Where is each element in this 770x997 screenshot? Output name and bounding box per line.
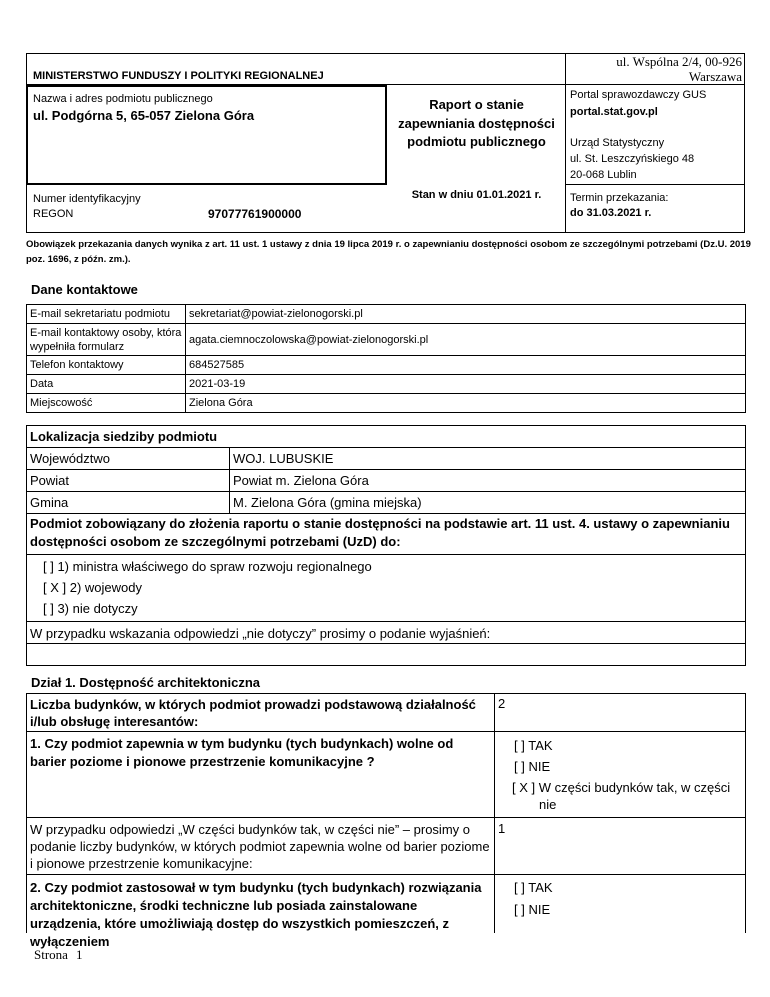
obligation-option-3[interactable]: [ ] 3) nie dotyczy (43, 601, 138, 616)
table-row (27, 470, 746, 492)
table-row (27, 492, 746, 514)
contact-label: E-mail kontaktowy osoby, która wypełniła formularz (27, 324, 186, 356)
location-label: Województwo (27, 448, 230, 470)
ministry-address-2: Warszawa (688, 69, 742, 84)
location-value: Powiat m. Zielona Góra (230, 470, 746, 492)
section1-col-divider (494, 693, 495, 933)
q1-option-partial[interactable]: [ X ] W części budynków tak, w części (512, 780, 731, 795)
section1-row-divider-1 (26, 731, 746, 732)
location-value: M. Zielona Góra (gmina miejska) (230, 492, 746, 514)
obligation-divider-3 (26, 643, 746, 644)
location-label: Powiat (27, 470, 230, 492)
obligation-divider-1 (26, 554, 746, 555)
report-title-2: zapewniania dostępności (398, 116, 555, 131)
location-title: Lokalizacja siedziby podmiotu (27, 426, 746, 448)
location-value: WOJ. LUBUSKIE (230, 448, 746, 470)
table-row (27, 394, 746, 413)
buildings-label: Liczba budynków, w których podmiot prowadzi podstawową działalność i/lub obsługę interesantów: (30, 697, 476, 729)
report-title-1: Raport o stanie (429, 97, 524, 112)
q2-text: 2. Czy podmiot zastosował w tym budynku (tych budynkach) rozwiązania architektoniczne, środki techniczne lub posiada zainstalowane urządzenia, które umożliwiają dostęp do wszystkich pomieszczeń, z wyłączeniem (30, 880, 482, 949)
row-divider-right (565, 184, 745, 185)
obligation-explain-label: W przypadku wskazania odpowiedzi „nie dotyczy” prosimy o podanie wyjaśnień: (30, 626, 491, 641)
page-label: Strona (34, 947, 68, 962)
legal-note: Obowiązek przekazania danych wynika z art. 11 ust. 1 ustawy z dnia 19 lipca 2019 r. o zapewnianiu dostępności osobom ze szczególnymi potrzebami (Dz.U. 2019 poz. 1696, z późn. zm.). (26, 239, 751, 265)
contact-value: 2021-03-19 (186, 375, 746, 394)
contact-label: Data (27, 375, 186, 394)
obligation-divider-2 (26, 621, 746, 622)
table-row (27, 375, 746, 394)
q1-option-no[interactable]: [ ] NIE (514, 759, 551, 774)
contact-table (26, 304, 746, 413)
q2-option-yes[interactable]: [ ] TAK (514, 880, 553, 895)
obligation-option-2[interactable]: [ X ] 2) wojewody (43, 580, 142, 595)
regon-value: 97077761900000 (208, 207, 302, 221)
q2-option-no[interactable]: [ ] NIE (514, 902, 551, 917)
portal-value: portal.stat.gov.pl (570, 106, 658, 118)
status-date: Stan w dniu 01.01.2021 r. (411, 189, 542, 201)
contact-value: sekretariat@powiat-zielonogorski.pl (186, 305, 746, 324)
contact-value: 684527585 (186, 356, 746, 375)
ministry-name: MINISTERSTWO FUNDUSZY I POLITYKI REGIONALNEJ (33, 70, 324, 82)
entity-label: Nazwa i adres podmiotu publicznego (33, 93, 213, 105)
table-row (27, 356, 746, 375)
q1-text: 1. Czy podmiot zapewnia w tym budynku (tych budynkach) wolne od barier poziome i pionowe przestrzenie komunikacyjne ? (30, 736, 454, 769)
ministry-address-1: ul. Wspólna 2/4, 00-926 (616, 54, 742, 69)
office-line-3: 20-068 Lublin (570, 169, 637, 181)
contact-value: agata.ciemnoczolowska@powiat-zielonogorski.pl (186, 324, 746, 356)
obligation-option-1[interactable]: [ ] 1) ministra właściwego do spraw rozwoju regionalnego (43, 559, 372, 574)
obligation-explain-field[interactable] (30, 646, 740, 664)
obligation-question: Podmiot zobowiązany do złożenia raportu o stanie dostępności na podstawie art. 11 ust. 4. ustawy o zapewnianiu dostępności osobom ze szczególnymi potrzebami (UzD) do: (30, 516, 730, 549)
contact-title: Dane kontaktowe (31, 282, 138, 297)
portal-label: Portal sprawozdawczy GUS (570, 89, 707, 101)
q1-followup-text: W przypadku odpowiedzi „W części budynków tak, w części nie” – prosimy o podanie liczby budynków, w których podmiot zapewnia wolne od barier poziome i pionowe przestrzenie komunikacyjne: (30, 822, 490, 871)
report-title-3: podmiotu publicznego (407, 134, 546, 149)
location-label: Gmina (27, 492, 230, 514)
deadline-value: do 31.03.2021 r. (570, 207, 652, 219)
office-line-1: Urząd Statystyczny (570, 137, 665, 149)
contact-label: E-mail sekretariatu podmiotu (27, 305, 186, 324)
deadline-label: Termin przekazania: (570, 192, 669, 204)
contact-label: Miejscowość (27, 394, 186, 413)
entity-value: ul. Podgórna 5, 65-057 Zielona Góra (33, 108, 255, 123)
table-row (27, 305, 746, 324)
location-table (26, 425, 746, 514)
office-line-2: ul. St. Leszczyńskiego 48 (570, 153, 695, 165)
regon-label: REGON (33, 208, 74, 220)
contact-value: Zielona Góra (186, 394, 746, 413)
section1-row-divider-2 (26, 817, 746, 818)
id-label: Numer identyfikacyjny (33, 193, 141, 205)
section1-row-divider-3 (26, 874, 746, 875)
page-number: 1 (76, 947, 83, 962)
q1-option-yes[interactable]: [ ] TAK (514, 738, 553, 753)
table-row (27, 426, 746, 448)
table-row (27, 448, 746, 470)
q1-followup-value[interactable]: 1 (498, 821, 506, 836)
contact-label: Telefon kontaktowy (27, 356, 186, 375)
q1-option-partial-cont: nie (539, 797, 557, 812)
buildings-value[interactable]: 2 (498, 696, 506, 711)
table-row (27, 324, 746, 356)
section1-title: Dział 1. Dostępność architektoniczna (31, 675, 261, 690)
